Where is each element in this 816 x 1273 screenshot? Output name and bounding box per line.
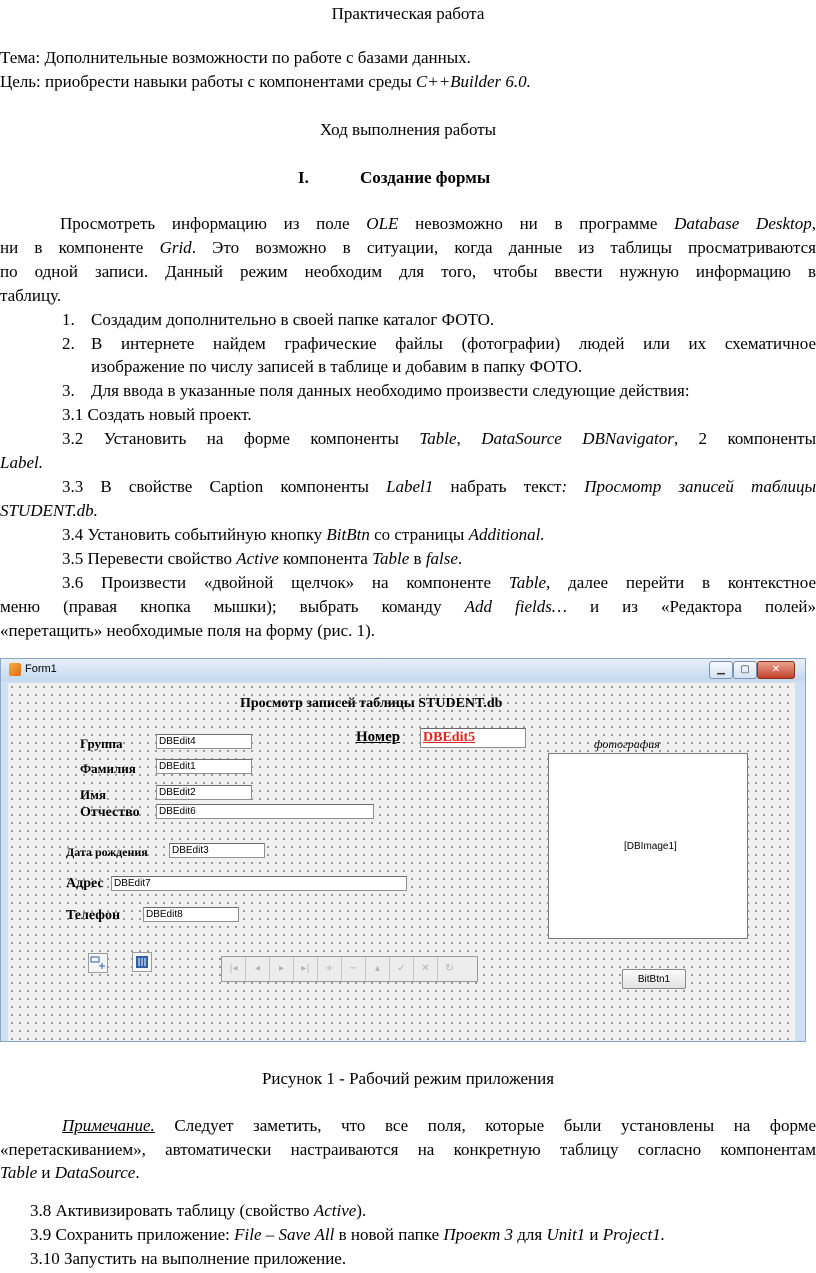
note-line-1: Примечание. Следует заметить, что все поля, которые были установлены на форме: [62, 1116, 816, 1135]
note-line-2: «перетаскиванием», автоматически настраиваются на конкретную таблицу согласно компонентам: [0, 1140, 816, 1159]
intro-line-3: по одной записи. Данный режим необходим для того, чтобы ввести нужную информацию в: [0, 262, 816, 281]
nav-refresh-icon[interactable]: ↻: [445, 963, 454, 974]
close-icon[interactable]: ✕: [757, 661, 795, 679]
section-number: I.: [298, 168, 309, 187]
list-item-2a: В интернете найдем графические файлы (фотографии) людей или их схематичное: [91, 334, 816, 353]
table-component-icon[interactable]: [88, 953, 108, 973]
nav-insert-icon[interactable]: +: [318, 957, 342, 981]
step-3-2-cont: Label.: [0, 453, 43, 472]
dbnavigator[interactable]: [221, 956, 478, 982]
dbedit8-field[interactable]: DBEdit8: [143, 907, 239, 922]
goal-line: Цель: приобрести навыки работы с компонентами среды C++Builder 6.0.: [0, 72, 531, 91]
note-line-3: Table и DataSource.: [0, 1163, 140, 1182]
nav-edit-icon[interactable]: ▴: [366, 957, 390, 981]
intro-line-4: таблицу.: [0, 286, 62, 305]
form-window: [0, 658, 806, 1042]
dbedit5-field[interactable]: DBEdit5: [420, 728, 526, 748]
nav-first-icon[interactable]: |◂: [222, 957, 246, 981]
table-glyph-icon: [89, 954, 107, 972]
dbimage1[interactable]: [548, 753, 748, 939]
step-3-1: 3.1 Создать новый проект.: [62, 405, 252, 424]
step-3-9: 3.9 Сохранить приложение: File – Save All в новой папке Проект 3 для Unit1 и Project1.: [30, 1225, 665, 1244]
nav-next-icon[interactable]: ▸: [270, 957, 294, 981]
form-header-label: Просмотр записей таблицы STUDENT.db: [240, 696, 503, 711]
progress-heading: Ход выполнения работы: [319, 120, 497, 139]
nav-cancel-icon[interactable]: ✕: [414, 957, 438, 981]
list-num-1: 1.: [62, 310, 75, 329]
list-num-3: 3.: [62, 381, 75, 400]
label-phone: Телефон: [66, 908, 121, 923]
step-3-5: 3.5 Перевести свойство Active компонента Table в false.: [62, 549, 463, 568]
dbimage1-caption: [DBImage1]: [624, 841, 677, 852]
minimize-icon[interactable]: ▁: [709, 661, 733, 679]
nav-prior-icon[interactable]: ◂: [246, 957, 270, 981]
dbedit6-field[interactable]: DBEdit6: [156, 804, 374, 819]
label-number: Номер: [356, 729, 401, 745]
bitbtn1-button[interactable]: BitBtn1: [622, 969, 686, 989]
maximize-icon[interactable]: ▢: [733, 661, 757, 679]
dbedit2-field[interactable]: DBEdit2: [156, 785, 252, 800]
label-surname: Фамилия: [80, 761, 136, 776]
doc-title: Практическая работа: [331, 4, 485, 23]
step-3-4: 3.4 Установить событийную кнопку BitBtn со страницы Additional.: [62, 525, 545, 544]
form-client-area: [8, 683, 795, 1041]
step-3-10: 3.10 Запустить на выполнение приложение.: [30, 1249, 347, 1268]
section-title: Создание формы: [360, 168, 491, 187]
intro-line-2: ни в компоненте Grid. Это возможно в ситуации, когда данные из таблицы просматриваются: [0, 238, 816, 257]
app-icon: [9, 663, 21, 676]
list-item-1: Создадим дополнительно в своей папке каталог ФОТО.: [91, 310, 495, 329]
dbedit7-field[interactable]: DBEdit7: [111, 876, 407, 891]
datasource-component-icon[interactable]: [132, 952, 152, 972]
list-item-3: Для ввода в указанные поля данных необходимо произвести следующие действия:: [91, 381, 690, 400]
label-address: Адрес: [66, 876, 104, 891]
dbedit3-field[interactable]: DBEdit3: [169, 843, 265, 858]
intro-line-1: Просмотреть информацию из поле OLE невозможно ни в программе Database Desktop,: [60, 214, 816, 233]
step-3-6: 3.6 Произвести «двойной щелчок» на компоненте Table, далее перейти в контекстное: [62, 573, 816, 592]
label-name: Имя: [80, 787, 106, 802]
step-3-6-line-2: меню (правая кнопка мышки); выбрать команду Add fields… и из «Редактора полей»: [0, 597, 816, 616]
step-3-2: 3.2 Установить на форме компоненты Table, DataSource DBNavigator, 2 компоненты: [62, 429, 816, 448]
label-group: Группа: [80, 736, 123, 751]
step-3-3: 3.3 В свойстве Caption компоненты Label1 набрать текст: Просмотр записей таблицы: [62, 477, 816, 496]
figure-caption: Рисунок 1 - Рабочий режим приложения: [261, 1069, 555, 1088]
nav-last-icon[interactable]: ▸|: [294, 957, 318, 981]
nav-delete-icon[interactable]: −: [342, 957, 366, 981]
window-titlebar: [1, 659, 805, 681]
dbedit4-field[interactable]: DBEdit4: [156, 734, 252, 749]
dbedit1-field[interactable]: DBEdit1: [156, 759, 252, 774]
label-birth-date: Дата рождения: [66, 845, 148, 859]
step-3-8: 3.8 Активизировать таблицу (свойство Active).: [30, 1201, 367, 1220]
window-title: Form1: [25, 663, 57, 675]
nav-post-icon[interactable]: ✓: [390, 957, 414, 981]
datasource-glyph-icon: [133, 953, 151, 971]
topic-line: Тема: Дополнительные возможности по работе с базами данных.: [0, 48, 471, 67]
step-3-6-line-3: «перетащить» необходимые поля на форму (рис. 1).: [0, 621, 376, 640]
step-3-3-cont: STUDENT.db.: [0, 501, 98, 520]
label-photo: фотография: [594, 737, 660, 751]
list-item-2b: изображение по числу записей в таблице и добавим в папку ФОТО.: [91, 357, 583, 376]
label-patronymic: Отчество: [80, 805, 140, 820]
list-num-2: 2.: [62, 334, 75, 353]
